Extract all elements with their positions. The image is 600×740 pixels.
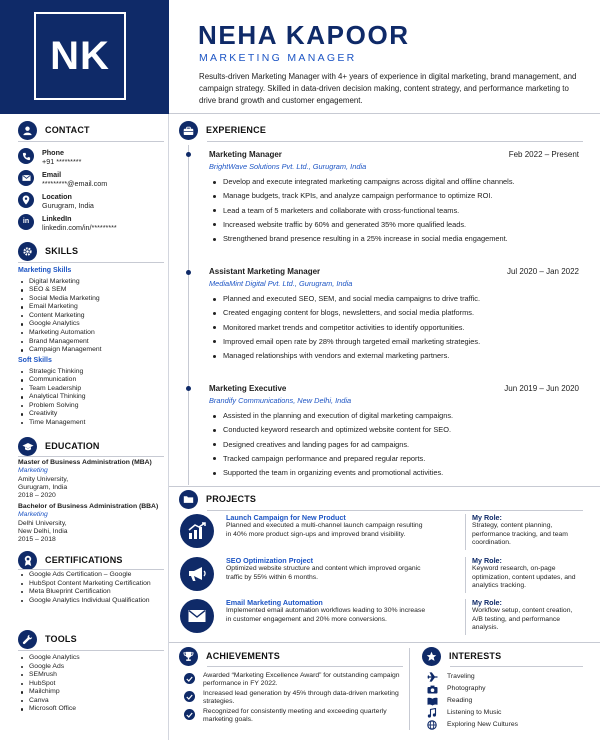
experience-item: Assistant Marketing Manager Jul 2020 – Jan 2022 MediaMint Digital Pvt. Ltd., Gurugram, India Planned and executed SEO, SEM, and social media campaigns to drive traffic. Created engaging content for blogs, newsletters, and social media platforms. Monitored market trends and competitor activities to identify opportunities. Improved email open rate by 28% through targeted email marketing strategies. Managed relationships with vendors and external marketing partners.: [209, 267, 579, 363]
project-description: SEO Optimization Project Optimized website structure and content which improved organic traffic by 55% within 6 months.: [226, 556, 421, 581]
candidate-name: NEHA KAPOOR: [198, 20, 410, 50]
skill-item: Creativity: [18, 410, 164, 419]
camera-icon: [426, 684, 438, 694]
certification-item: HubSpot Content Marketing Certification: [18, 580, 164, 589]
divider: [18, 456, 164, 457]
experience-bullets: [209, 409, 579, 480]
left-column: [0, 0, 169, 740]
contact-linkedin: in LinkedIn linkedin.com/in/*********: [18, 214, 117, 232]
project-item: [178, 557, 583, 597]
gear-icon: [18, 242, 37, 261]
timeline-dot: [186, 386, 191, 391]
divider: [450, 666, 583, 667]
experience-item: Marketing Executive Jun 2019 – Jun 2020 Brandify Communications, New Delhi, India Assisted in the planning and execution of digital marketing campaigns. Conducted keyword research and optimized website content for SEO. Designed creatives and landing pages for ad campaigns. Tracked campaign performance and prepared regular reports. Supported the team in organizing events and promotional activities.: [209, 384, 579, 480]
experience-bullet: Created engaging content for blogs, newsletters, and social media platforms.: [209, 306, 579, 320]
experience-bullets: [209, 292, 579, 363]
skill-item: Content Marketing: [18, 312, 164, 321]
education-item: Bachelor of Business Administration (BBA) Marketing Delhi University, New Delhi, India 2015 – 2018: [18, 503, 159, 544]
skill-item: Marketing Automation: [18, 329, 164, 338]
experience-bullet: Monitored market trends and competitor activities to identify opportunities.: [209, 321, 579, 335]
experience-bullet: Tracked campaign performance and prepared regular reports.: [209, 452, 579, 466]
divider: [169, 642, 600, 643]
experience-bullet: Lead a team of 5 marketers and collaborate with cross-functional teams.: [209, 204, 579, 218]
skill-item: Strategic Thinking: [18, 368, 164, 377]
location-icon: [18, 192, 34, 208]
tool-item: Microsoft Office: [18, 705, 164, 714]
tool-item: Mailchimp: [18, 688, 164, 697]
email-icon: [180, 599, 214, 633]
skill-item: SEO & SEM: [18, 286, 164, 295]
contact-email: Email *********@email.com: [18, 170, 107, 188]
globe-icon: [426, 720, 438, 730]
skill-item: Digital Marketing: [18, 278, 164, 287]
project-item: [178, 599, 583, 639]
skill-item: Email Marketing: [18, 303, 164, 312]
divider: [169, 486, 600, 487]
interests-heading: INTERESTS: [422, 647, 501, 666]
phone-icon: [18, 148, 34, 164]
project-description: Email Marketing Automation Implemented email automation workflows leading to 30% increase in customer engagement and 20% more conversions.: [226, 598, 426, 623]
monogram: NK: [34, 12, 126, 100]
divider: [169, 113, 600, 114]
certifications-list: [18, 571, 164, 605]
job-title: MARKETING MANAGER: [199, 52, 357, 64]
skill-item: Problem Solving: [18, 402, 164, 411]
contact-location: Location Gurugram, India: [18, 192, 94, 210]
experience-bullet: Improved email open rate by 28% through targeted email marketing strategies.: [209, 335, 579, 349]
experience-bullet: Strengthened brand presence resulting in a 25% increase in social media engagement.: [209, 232, 579, 246]
check-icon: [184, 673, 195, 684]
achievement-item: Recognized for consistently meeting and exceeding quarterly marketing goals.: [184, 708, 404, 725]
divider: [465, 557, 466, 593]
interest-item: Reading: [426, 696, 472, 706]
soft-skills-list: [18, 368, 164, 428]
skill-item: Google Analytics: [18, 320, 164, 329]
experience-item: Marketing Manager Feb 2022 – Present BrightWave Solutions Pvt. Ltd., Gurugram, India Develop and execute integrated marketing campaigns across digital and offline channels. Manage budgets, track KPIs, and analyze campaign performance to optimize ROI. Lead a team of 5 marketers and collaborate with cross-functional teams. Increased website traffic by 60% and generated 35% more qualified leads. Strengthened brand presence resulting in a 25% increase in social media engagement.: [209, 150, 579, 246]
certification-item: Google Analytics Individual Qualification: [18, 597, 164, 606]
divider: [409, 648, 410, 730]
experience-bullet: Planned and executed SEO, SEM, and social media campaigns to drive traffic.: [209, 292, 579, 306]
tool-item: SEMrush: [18, 671, 164, 680]
tool-item: Google Ads: [18, 663, 164, 672]
achievement-item: Increased lead generation by 45% through data-driven marketing strategies.: [184, 690, 404, 707]
achievements-heading: ACHIEVEMENTS: [179, 647, 280, 666]
tool-item: Canva: [18, 697, 164, 706]
divider: [18, 141, 164, 142]
experience-bullet: Designed creatives and landing pages for ad campaigns.: [209, 438, 579, 452]
experience-bullet: Conducted keyword research and optimized website content for SEO.: [209, 423, 579, 437]
experience-bullet: Assisted in the planning and execution of digital marketing campaigns.: [209, 409, 579, 423]
skill-item: Team Leadership: [18, 385, 164, 394]
interest-item: Traveling: [426, 672, 475, 682]
divider: [207, 141, 583, 142]
certifications-heading: CERTIFICATIONS: [18, 551, 123, 570]
music-icon: [426, 708, 438, 718]
skill-item: Time Management: [18, 419, 164, 428]
star-icon: [422, 647, 441, 666]
divider: [18, 262, 164, 263]
experience-bullets: [209, 175, 579, 246]
marketing-skills: Marketing Skills Digital Marketing SEO & SEM Social Media Marketing Email Marketing Content Marketing Google Analytics Marketing Automation Brand Management Campaign Management: [18, 267, 164, 355]
certification-item: Google Ads Certification – Google: [18, 571, 164, 580]
briefcase-icon: [179, 121, 198, 140]
skills-heading: SKILLS: [18, 242, 78, 261]
timeline-dot: [186, 270, 191, 275]
tools-heading: TOOLS: [18, 630, 77, 649]
tool-item: Google Analytics: [18, 654, 164, 663]
person-icon: [18, 121, 37, 140]
graduation-cap-icon: [18, 437, 37, 456]
education-item: Master of Business Administration (MBA) Marketing Amity University, Gurugram, India 2018 – 2020: [18, 459, 152, 500]
divider: [465, 599, 466, 635]
project-description: Launch Campaign for New Product Planned and executed a multi-channel launch campaign resulting in 40% more product sign-ups and improved brand visibility.: [226, 513, 423, 538]
summary: Results-driven Marketing Manager with 4+ years of experience in digital marketing, brand management, and campaign strategy. Skilled in data-driven decision making, content strategy, and performance marketing to drive brand growth and customer engagement.: [199, 72, 577, 105]
achievement-item: Awarded “Marketing Excellence Award” for outstanding campaign performance in FY 2022.: [184, 672, 404, 689]
project-role: My Role: Keyword research, on-page optimization, content updates, and analytics tracking.: [472, 556, 576, 589]
experience-timeline: [188, 145, 189, 485]
email-icon: [18, 170, 34, 186]
timeline-dot: [186, 152, 191, 157]
folder-icon: [179, 490, 198, 509]
experience-heading: EXPERIENCE: [179, 121, 266, 140]
divider: [207, 510, 583, 511]
tools-list: [18, 654, 164, 714]
wrench-icon: [18, 630, 37, 649]
divider: [465, 514, 466, 550]
contact-heading: CONTACT: [18, 121, 90, 140]
check-icon: [184, 709, 195, 720]
monogram-block: [0, 0, 169, 114]
contact-phone: Phone +91 *********: [18, 148, 81, 166]
interest-item: Photography: [426, 684, 486, 694]
book-icon: [426, 696, 438, 706]
trophy-icon: [179, 647, 198, 666]
marketing-skills-list: [18, 278, 164, 355]
experience-bullet: Develop and execute integrated marketing campaigns across digital and offline channels.: [209, 175, 579, 189]
soft-skills: Soft Skills Strategic Thinking Communication Team Leadership Analytical Thinking Problem Solving Creativity Time Management: [18, 357, 164, 428]
project-item: [178, 514, 583, 554]
interest-item: Exploring New Cultures: [426, 720, 518, 730]
check-icon: [184, 691, 195, 702]
megaphone-icon: [180, 557, 214, 591]
award-icon: [18, 551, 37, 570]
divider: [18, 650, 164, 651]
divider: [18, 569, 164, 570]
divider: [207, 666, 403, 667]
growth-chart-icon: [180, 514, 214, 548]
education-heading: EDUCATION: [18, 437, 100, 456]
interest-item: Listening to Music: [426, 708, 501, 718]
projects-heading: PROJECTS: [179, 490, 256, 509]
skill-item: Campaign Management: [18, 346, 164, 355]
skill-item: Analytical Thinking: [18, 393, 164, 402]
experience-bullet: Manage budgets, track KPIs, and analyze campaign performance to optimize ROI.: [209, 189, 579, 203]
experience-bullet: Increased website traffic by 60% and generated 35% more qualified leads.: [209, 218, 579, 232]
project-role: My Role: Workflow setup, content creation, A/B testing, and performance analysis.: [472, 598, 573, 631]
plane-icon: [426, 672, 438, 682]
skill-item: Communication: [18, 376, 164, 385]
project-role: My Role: Strategy, content planning, performance tracking, and team coordination.: [472, 513, 568, 546]
skill-item: Social Media Marketing: [18, 295, 164, 304]
experience-bullet: Managed relationships with vendors and external marketing partners.: [209, 349, 579, 363]
linkedin-icon: in: [18, 214, 34, 230]
skill-item: Brand Management: [18, 338, 164, 347]
certification-item: Meta Blueprint Certification: [18, 588, 164, 597]
experience-bullet: Supported the team in organizing events and promotional activities.: [209, 466, 579, 480]
tool-item: HubSpot: [18, 680, 164, 689]
